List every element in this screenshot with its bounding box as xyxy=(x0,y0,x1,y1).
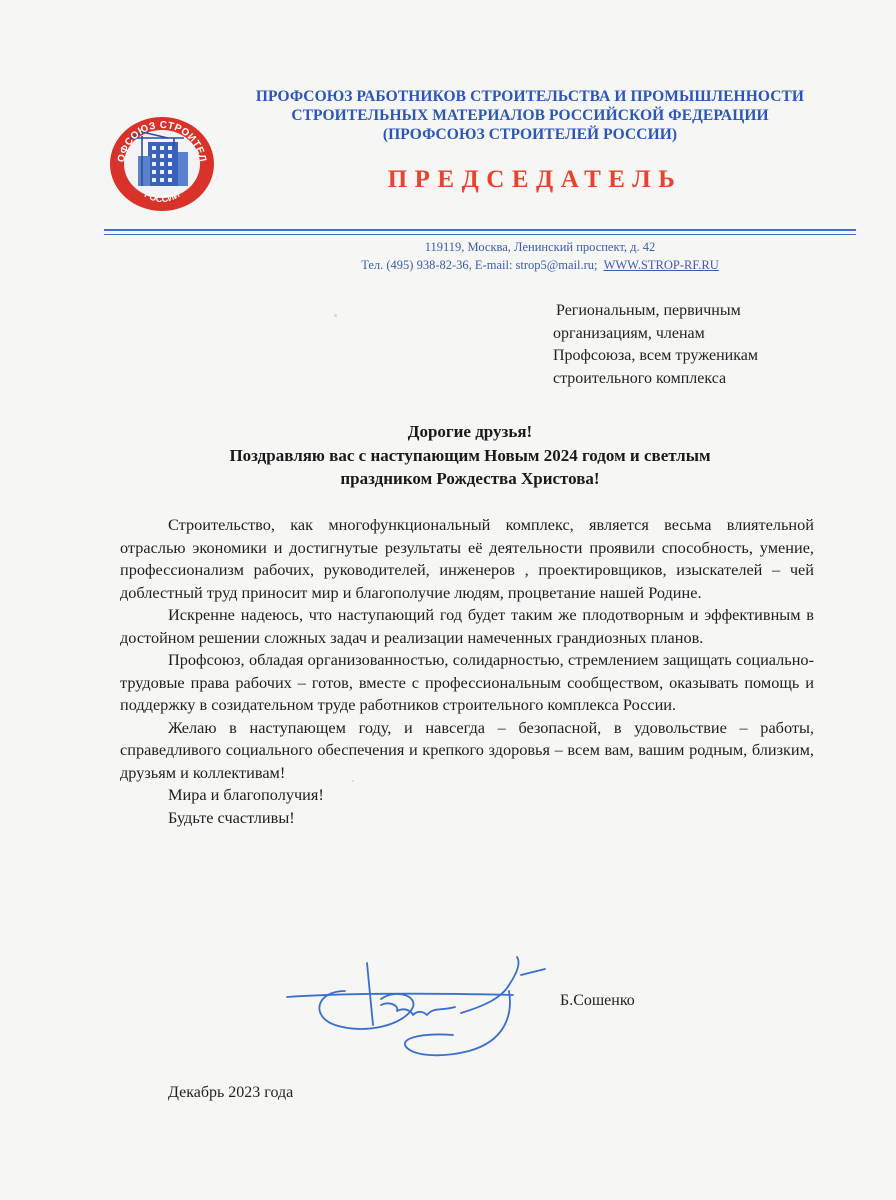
body-paragraph: Строительство, как многофункциональный комплекс, является весьма влиятельной отраслью экономики и достигнутые результаты её деятельности проявили способность, умение, профессионализм рабочих, руководителей, инженеров , проектировщиков, изыскателей – чей доблестный труд приносит мир и благополучие людям, процветание нашей Родине. xyxy=(120,515,814,602)
greeting-line: праздником Рождества Христова! xyxy=(340,469,600,488)
signer-name: Б.Сошенко xyxy=(560,992,635,1009)
union-logo xyxy=(108,112,216,212)
postal-address: 119119, Москва, Ленинский проспект, д. 42 xyxy=(424,240,656,254)
scan-speck xyxy=(148,702,150,704)
recipient-line: Профсоюза, всем труженикам xyxy=(553,347,758,364)
letterhead-title: ПРЕДСЕДАТЕЛЬ xyxy=(387,166,683,193)
scan-speck xyxy=(334,314,337,317)
body-paragraph: Мира и благополучия! xyxy=(168,785,324,804)
phone-email: Тел. (495) 938-82-36, E-mail: strop5@mail.ru; xyxy=(361,258,598,272)
recipient-block xyxy=(553,300,843,390)
letter-date: Декабрь 2023 года xyxy=(168,1084,294,1101)
contact-line xyxy=(230,256,850,274)
body-paragraph: Профсоюз, обладая организованностью, солидарностью, стремлением защищать социально-трудовые права рабочих – готов, вместе с профессиональным сообществом, оказывать помощь и поддержку в созидательном труде работников строительного комплекса России. xyxy=(120,650,814,714)
org-line-1: ПРОФСОЮЗ РАБОТНИКОВ СТРОИТЕЛЬСТВА И ПРОМЫШЛЕННОСТИ xyxy=(255,88,805,105)
scan-speck xyxy=(352,780,354,782)
org-line-2: СТРОИТЕЛЬНЫХ МАТЕРИАЛОВ РОССИЙСКОЙ ФЕДЕРАЦИИ xyxy=(291,107,769,124)
union-emblem-icon xyxy=(108,112,216,212)
greeting-salutation: Дорогие друзья! xyxy=(407,422,533,441)
greeting-line: Поздравляю вас с наступающим Новым 2024 годом и светлым xyxy=(229,445,711,465)
website-link[interactable]: WWW.STROP-RF.RU xyxy=(603,258,719,272)
contact-block xyxy=(230,238,850,274)
org-line-3: (ПРОФСОЮЗ СТРОИТЕЛЕЙ РОССИИ) xyxy=(382,126,678,143)
body-paragraph: Желаю в наступающем году, и навсегда – безопасной, в удовольствие – работы, справедливого социального обеспечения и крепкого здоровья – всем вам, вашим родным, близким, друзьям и коллективам! xyxy=(120,717,814,782)
recipient-line: строительного комплекса xyxy=(553,369,727,387)
body-paragraph: Искренне надеюсь, что наступающий год будет таким же плодотворным и эффективным в достойном решении сложных задач и реализации намеченных грандиозных планов. xyxy=(120,605,814,647)
greeting-block xyxy=(120,420,820,491)
logo-text-top: ОФСОЮЗ СТРОИТЕЛ xyxy=(116,119,208,164)
recipient-line: организациям, членам xyxy=(553,324,705,342)
organization-name xyxy=(230,87,830,144)
body-paragraph: Будьте счастливы! xyxy=(168,807,295,827)
letter-body xyxy=(120,514,814,829)
header-rule-thin xyxy=(104,234,856,235)
logo-text-bottom: РОССИИ xyxy=(142,189,182,205)
header-rule-thick xyxy=(104,229,856,231)
recipient-line: Региональным, первичным xyxy=(556,302,741,319)
signature-icon xyxy=(285,955,565,1065)
handwritten-signature xyxy=(285,955,565,1065)
